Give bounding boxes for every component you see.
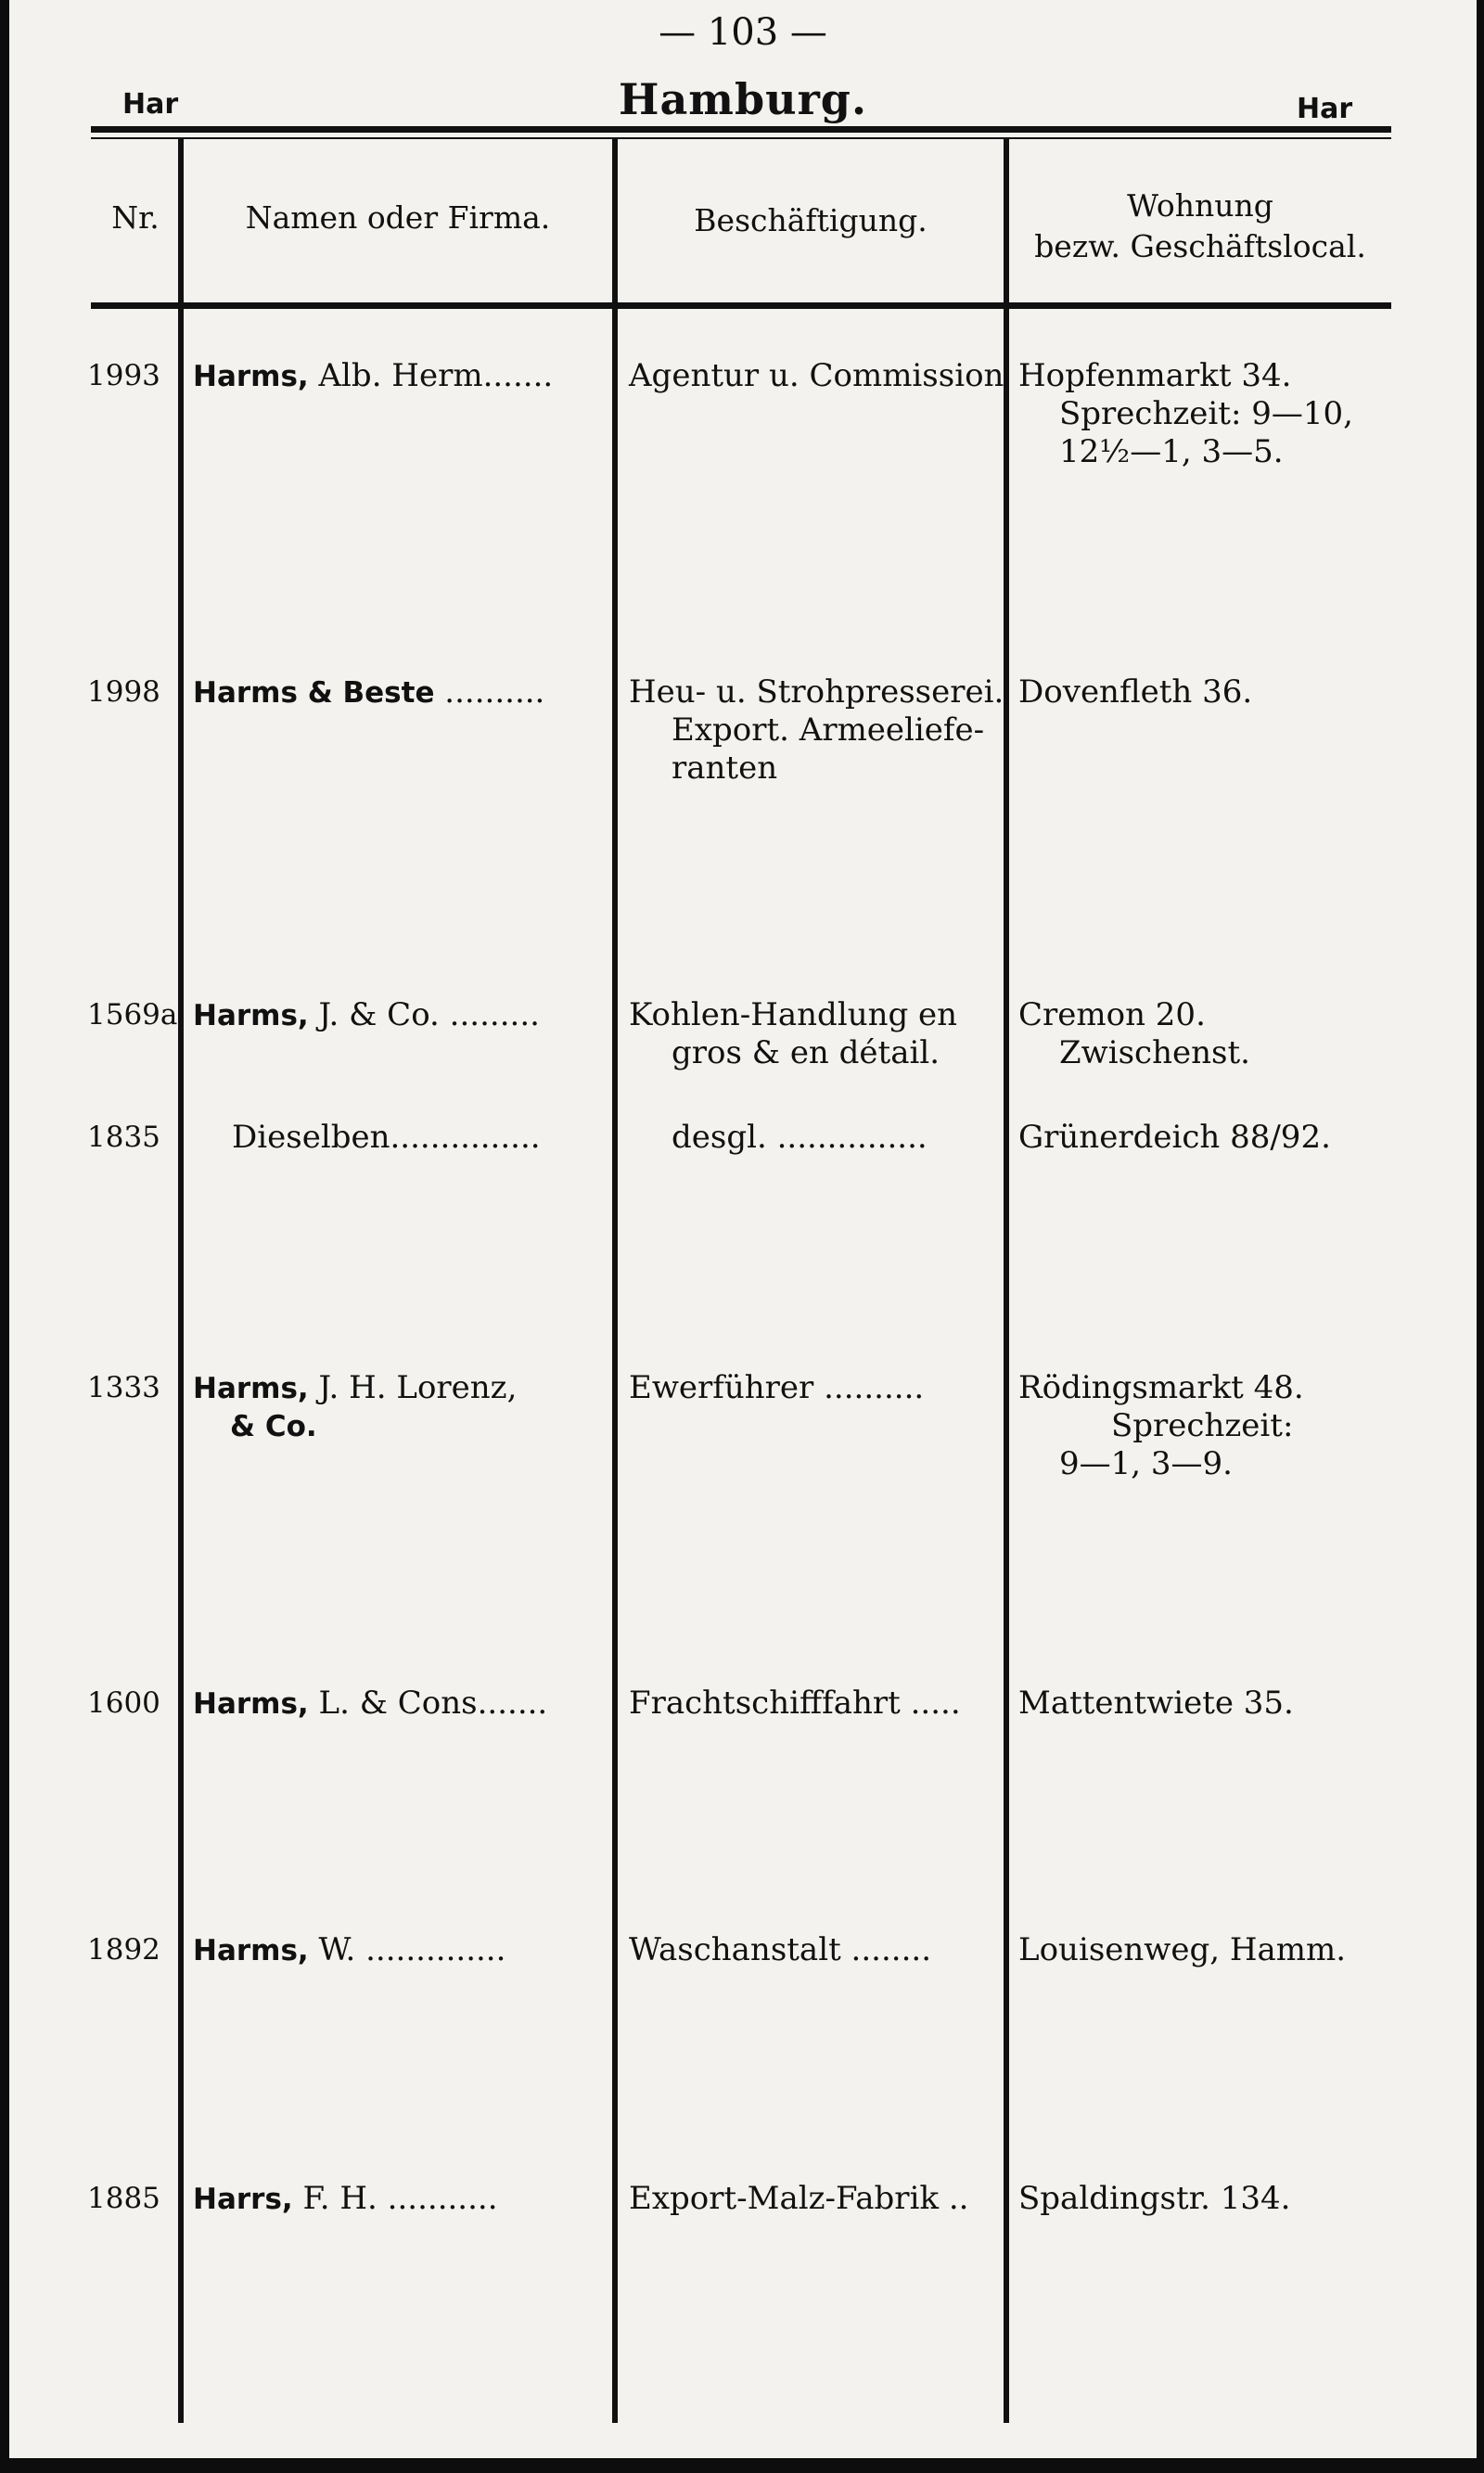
address-header-line-1: Wohnung (1127, 187, 1273, 224)
column-header-name: Namen oder Firma. (245, 199, 551, 236)
running-head-left: Har (122, 88, 179, 121)
entry-address: Spaldingstr. 134. (1018, 2180, 1291, 2217)
entry-occupation: Ewerführer .......... (629, 1369, 925, 1406)
page-title: Hamburg. (619, 74, 867, 124)
entry-name: Harms, L. & Cons....... (193, 1685, 548, 1722)
entry-occupation: Agentur u. Commission (629, 357, 1004, 394)
entry-name: Harms, J. & Co. ......... (193, 996, 540, 1033)
column-header-nr: Nr. (111, 199, 160, 236)
entry-occupation: Frachtschifffahrt ..... (629, 1685, 961, 1722)
entry-address: Mattentwiete 35. (1018, 1685, 1294, 1722)
entry-address: Rödingsmarkt 48. Sprechzeit: 9—1, 3—9. (1018, 1369, 1304, 1482)
entry-name: Harms, J. H. Lorenz, & Co. (193, 1369, 518, 1443)
running-head-right: Har (1297, 93, 1353, 125)
entry-address: Dovenfleth 36. (1018, 673, 1253, 711)
entry-number: 1333 (87, 1371, 160, 1404)
entry-address: Louisenweg, Hamm. (1018, 1931, 1347, 1968)
page-number: — 103 — (659, 11, 827, 54)
entry-number: 1835 (87, 1121, 160, 1154)
entry-address: Hopfenmarkt 34. Sprechzeit: 9—10, 12½—1, 3—5. (1018, 357, 1353, 470)
directory-page (9, 0, 1477, 2458)
column-header-address (1009, 186, 1391, 267)
column-header-occupation: Beschäftigung. (694, 202, 928, 238)
header-rule (91, 302, 1391, 309)
entry-number: 1998 (87, 675, 160, 709)
entry-name: Dieselben............... (232, 1119, 541, 1156)
top-rule-thin (91, 137, 1391, 139)
entry-address: Cremon 20. Zwischenst. (1018, 996, 1250, 1071)
entry-name: Harms & Beste .......... (193, 673, 545, 711)
entry-number: 1569a (87, 998, 178, 1031)
entry-number: 1892 (87, 1933, 160, 1967)
entry-address: Grünerdeich 88/92. (1018, 1119, 1331, 1156)
top-rule (91, 126, 1391, 133)
column-rule-3 (1004, 139, 1009, 2423)
entry-name: Harms, W. .............. (193, 1931, 506, 1968)
entry-number: 1993 (87, 359, 160, 392)
entry-occupation: Kohlen-Handlung en gros & en détail. (629, 996, 958, 1071)
entry-name: Harrs, F. H. ........... (193, 2180, 498, 2217)
entry-number: 1600 (87, 1686, 160, 1720)
entry-number: 1885 (87, 2182, 160, 2215)
entry-occupation: desgl. ............... (672, 1119, 928, 1156)
address-header-line-2: bezw. Geschäftslocal. (1034, 228, 1366, 264)
entry-occupation: Waschanstalt ........ (629, 1931, 932, 1968)
entry-occupation: Export-Malz-Fabrik .. (629, 2180, 969, 2217)
entry-name: Harms, Alb. Herm....... (193, 357, 554, 394)
entry-occupation: Heu- u. Strohpresserei. Export. Armeeliefe- ranten (629, 673, 1004, 787)
column-rule-1 (178, 139, 184, 2423)
column-rule-2 (612, 139, 618, 2423)
